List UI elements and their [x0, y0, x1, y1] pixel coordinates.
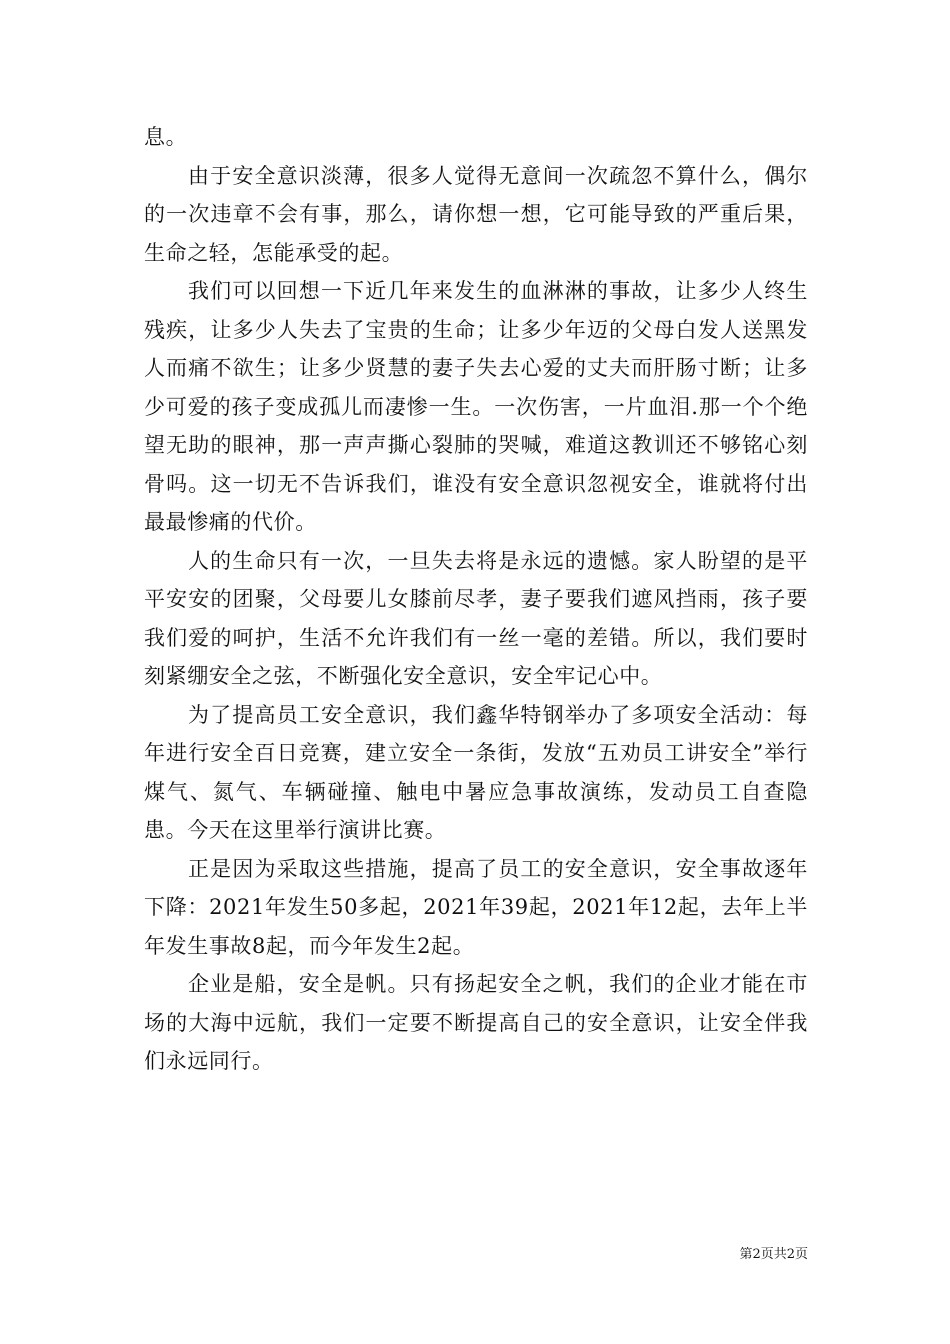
paragraph-life: 人的生命只有一次，一旦失去将是永远的遗憾。家人盼望的是平平安安的团聚，父母要儿女膝前尽孝，妻子要我们遮风挡雨，孩子要我们爱的呵护，生活不允许我们有一丝一毫的差错。所以，我们要时刻紧绷安全之弦，不断强化安全意识，安全牢记心中。	[144, 548, 808, 688]
paragraph-continuation: 息。	[144, 125, 188, 149]
paragraph-accidents: 我们可以回想一下近几年来发生的血淋淋的事故，让多少人终生残疾，让多少人失去了宝贵的生命；让多少年迈的父母白发人送黑发人而痛不欲生；让多少贤慧的妻子失去心爱的丈夫而肝肠寸断；让多少可爱的孩子变成孤儿而凄惨一生。一次伤害，一片血泪.那一个个绝望无助的眼神，那一声声撕心裂肺的哭喊，难道这教训还不够铭心刻骨吗。这一切无不告诉我们，谁没有安全意识忽视安全，谁就将付出最最惨痛的代价。	[144, 279, 808, 534]
paragraph-conclusion: 企业是船，安全是帆。只有扬起安全之帆，我们的企业才能在市场的大海中远航，我们一定要不断提高自己的安全意识，让安全伴我们永远同行。	[144, 972, 808, 1073]
document-body	[144, 118, 808, 1081]
paragraph-activities: 为了提高员工安全意识，我们鑫华特钢举办了多项安全活动：每年进行安全百日竞赛，建立安全一条街，发放“五劝员工讲安全”举行煤气、氮气、车辆碰撞、触电中暑应急事故演练，发动员工自查隐患。今天在这里举行演讲比赛。	[144, 702, 808, 842]
paragraph-results: 正是因为采取这些措施，提高了员工的安全意识，安全事故逐年下降：2021年发生50多起，2021年39起，2021年12起，去年上半年发生事故8起，而今年发生2起。	[144, 856, 808, 958]
paragraph-safety-awareness: 由于安全意识淡薄，很多人觉得无意间一次疏忽不算什么，偶尔的一次违章不会有事，那么，请你想一想，它可能导致的严重后果，生命之轻，怎能承受的起。	[144, 163, 808, 265]
page-number: 第2页共2页	[739, 1247, 808, 1262]
